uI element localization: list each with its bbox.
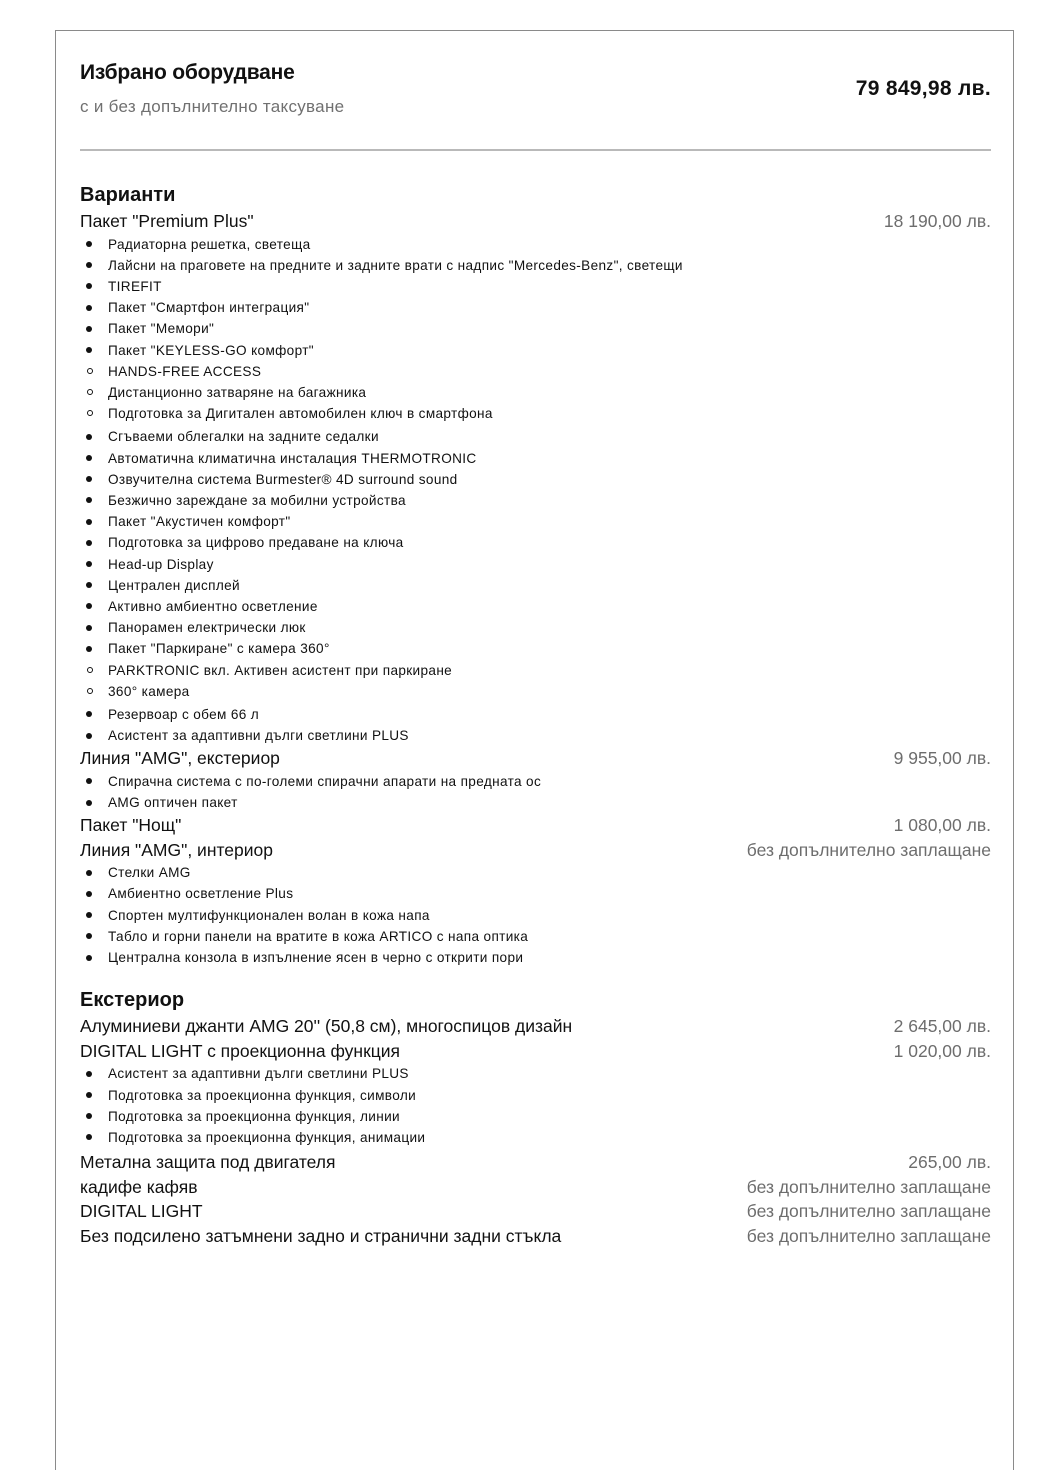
option-price: без допълнително заплащане	[746, 839, 991, 860]
option-name: Линия "AMG", интериор	[80, 839, 274, 860]
list-item: Панорамен електрически люк	[80, 617, 991, 638]
sub-list-item: PARKTRONIC вкл. Активен асистент при паркиране	[80, 660, 991, 681]
option-name: кадифе кафяв	[80, 1176, 198, 1197]
list-item: Сгъваеми облегалки на задните седалки	[80, 426, 991, 447]
option-row-wheels	[80, 1014, 991, 1039]
list-item: Табло и горни панели на вратите в кожа ARTICO с напа оптика	[80, 926, 991, 947]
premium-feature-list-3	[80, 704, 991, 746]
list-item: Радиаторна решетка, светеща	[80, 234, 991, 255]
document-content	[80, 31, 991, 1248]
option-price: 1 080,00 лв.	[893, 815, 991, 836]
sub-list-item: 360° камера	[80, 681, 991, 702]
list-item: Подготовка за цифрово предаване на ключа	[80, 532, 991, 553]
option-row-engine-guard	[80, 1150, 991, 1175]
list-item: Озвучителна система Burmester® 4D surround sound	[80, 469, 991, 490]
option-row-windows	[80, 1224, 991, 1249]
list-item: Спирачна система с по-големи спирачни апарати на предната ос	[80, 771, 991, 792]
list-item: Подготовка за проекционна функция, линии	[80, 1106, 991, 1127]
option-price: 9 955,00 лв.	[893, 748, 991, 769]
section-title-variants: Варианти	[80, 184, 176, 206]
option-price: без допълнително заплащане	[746, 1225, 991, 1246]
list-item: AMG оптичен пакет	[80, 792, 991, 813]
list-item: Асистент за адаптивни дълги светлини PLUS	[80, 725, 991, 746]
parking-sub-list	[80, 660, 991, 702]
list-item: Пакет "Акустичен комфорт"	[80, 511, 991, 532]
document-page	[55, 30, 1014, 1470]
amg-interior-feature-list	[80, 862, 991, 968]
list-item: Амбиентно осветление Plus	[80, 883, 991, 904]
option-price: 18 190,00 лв.	[883, 211, 991, 231]
list-item: Подготовка за проекционна функция, анимации	[80, 1127, 991, 1148]
list-item: Пакет "Паркиране" с камера 360°	[80, 638, 991, 659]
list-item: Асистент за адаптивни дълги светлини PLUS	[80, 1063, 991, 1084]
option-price: 1 020,00 лв.	[893, 1040, 991, 1061]
option-row-amg-interior	[80, 838, 991, 863]
page-title: Избрано оборудване	[80, 61, 295, 84]
option-name: Пакет "Premium Plus"	[80, 211, 254, 231]
option-row-velour	[80, 1175, 991, 1200]
list-item: Head-up Display	[80, 554, 991, 575]
list-item: Подготовка за проекционна функция, символи	[80, 1085, 991, 1106]
option-name: Линия "AMG", екстериор	[80, 748, 280, 769]
sub-list-item: Подготовка за Дигитален автомобилен ключ в смартфона	[80, 403, 991, 424]
list-item: Автоматична климатична инсталация THERMOTRONIC	[80, 448, 991, 469]
list-item: Стелки AMG	[80, 862, 991, 883]
option-name: DIGITAL LIGHT с проекционна функция	[80, 1040, 401, 1061]
list-item: TIREFIT	[80, 276, 991, 297]
list-item: Лайсни на праговете на предните и задните врати с надпис "Mercedes-Benz", светещи	[80, 255, 991, 276]
option-price: 2 645,00 лв.	[893, 1016, 991, 1037]
option-row-amg-exterior	[80, 746, 991, 771]
option-row-digital-light	[80, 1199, 991, 1224]
option-name: DIGITAL LIGHT	[80, 1201, 203, 1222]
option-name: Метална защита под двигателя	[80, 1152, 336, 1173]
option-price: без допълнително заплащане	[746, 1201, 991, 1222]
amg-exterior-feature-list	[80, 771, 991, 813]
keyless-sub-list	[80, 361, 991, 425]
option-row-premium-plus	[80, 209, 991, 234]
premium-feature-list	[80, 234, 991, 361]
header-divider	[80, 149, 991, 151]
section-title-exterior: Екстериор	[80, 989, 185, 1012]
list-item: Безжично зареждане за мобилни устройства	[80, 490, 991, 511]
sub-list-item: HANDS-FREE ACCESS	[80, 361, 991, 382]
page-subtitle: с и без допълнително таксуване	[80, 97, 345, 116]
option-row-digital-light-projection	[80, 1039, 991, 1064]
premium-feature-list-2	[80, 426, 991, 659]
list-item: Спортен мултифункционален волан в кожа напа	[80, 905, 991, 926]
sub-list-item: Дистанционно затваряне на багажника	[80, 382, 991, 403]
option-name: Без подсилено затъмнени задно и странични задни стъкла	[80, 1225, 562, 1246]
option-price: 265,00 лв.	[908, 1152, 991, 1173]
list-item: Пакет "Мемори"	[80, 318, 991, 339]
list-item: Централна конзола в изпълнение ясен в черно с открити пори	[80, 947, 991, 968]
summary-header	[80, 31, 991, 149]
option-name: Алуминиеви джанти AMG 20'' (50,8 см), многоспицов дизайн	[80, 1016, 573, 1037]
option-price: без допълнително заплащане	[746, 1176, 991, 1197]
list-item: Резервоар с обем 66 л	[80, 704, 991, 725]
list-item: Пакет "KEYLESS-GO комфорт"	[80, 340, 991, 361]
digital-light-feature-list	[80, 1063, 991, 1148]
option-name: Пакет "Нощ"	[80, 815, 182, 836]
list-item: Пакет "Смартфон интеграция"	[80, 297, 991, 318]
list-item: Активно амбиентно осветление	[80, 596, 991, 617]
option-row-night-package	[80, 813, 991, 838]
total-price: 79 849,98 лв.	[855, 77, 991, 100]
list-item: Централен дисплей	[80, 575, 991, 596]
